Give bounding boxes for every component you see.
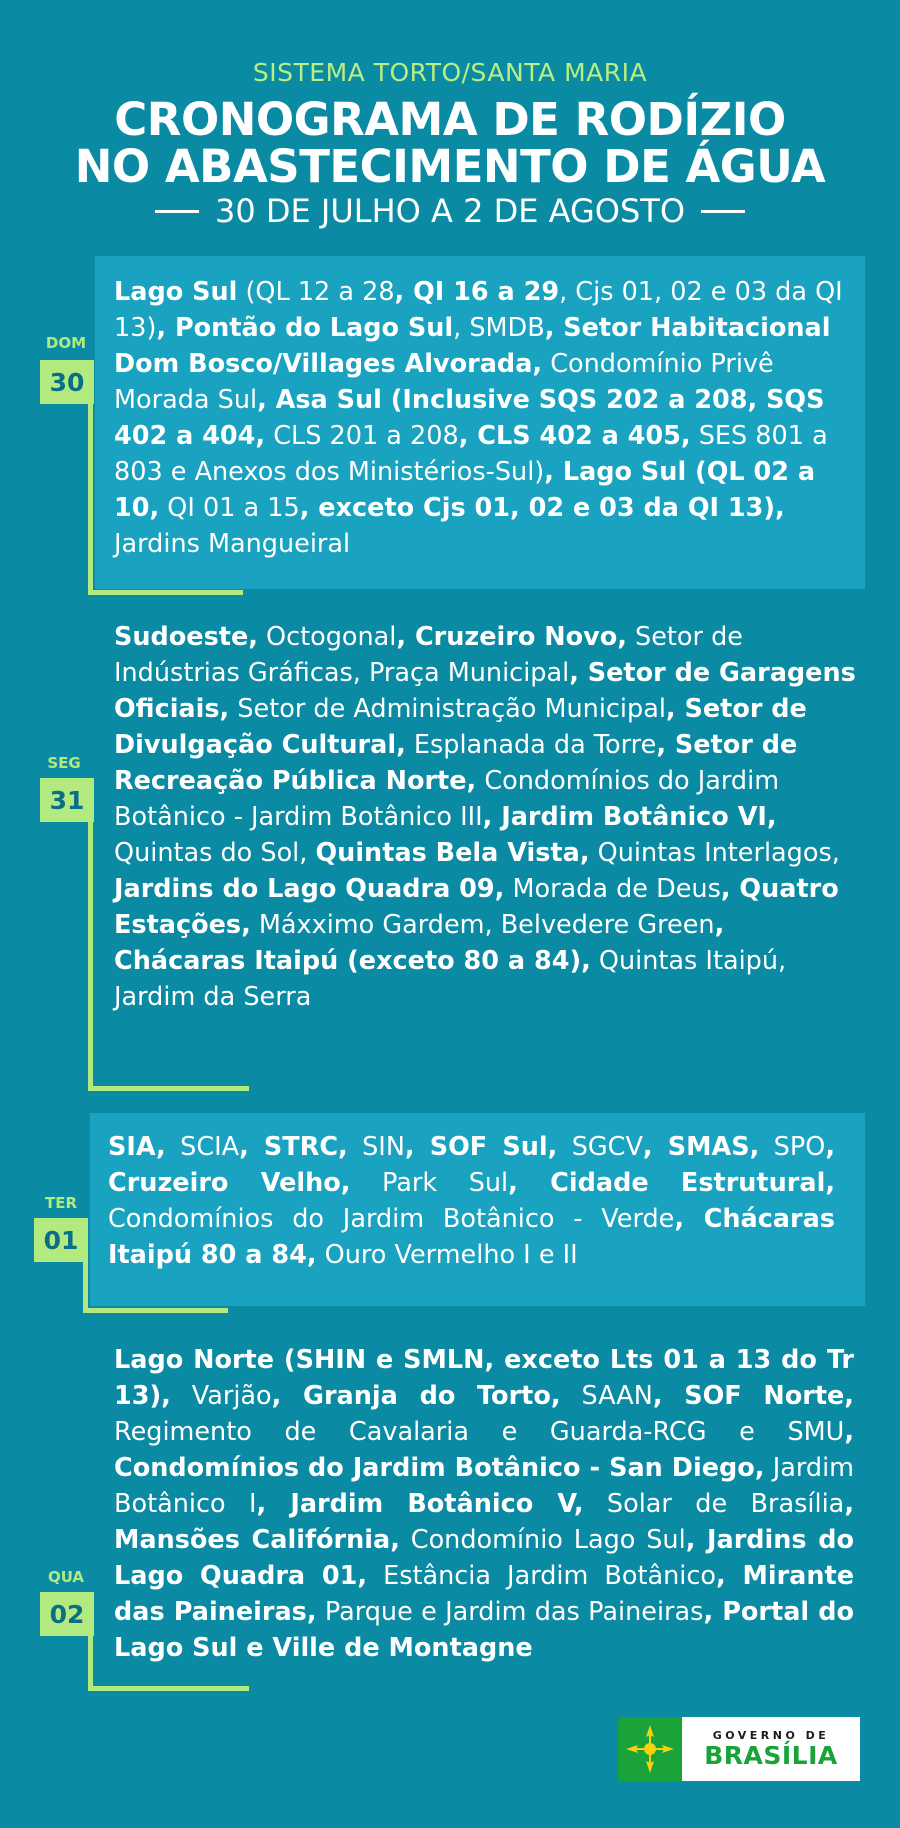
day-number-ter: 01 xyxy=(34,1218,88,1262)
location-text: Jardim Botânico I xyxy=(114,1453,854,1519)
location-text: CLS 201 a 208 xyxy=(265,421,459,451)
location-highlight: , Setor de Divulgação Cultural, xyxy=(114,694,807,760)
location-text: Condomínio Lago Sul xyxy=(399,1525,686,1555)
location-highlight: , Portal do Lago Sul e Ville de Montagne xyxy=(114,1597,855,1663)
location-highlight: SIA, xyxy=(108,1132,166,1162)
governo-brasilia-logo xyxy=(618,1717,860,1781)
location-text: SGCV xyxy=(557,1132,643,1162)
location-text: Morada de Deus xyxy=(504,874,721,904)
title-line-2: NO ABASTECIMENTO DE ÁGUA xyxy=(74,140,826,193)
location-text: , Cjs 01, 02 e 03 da QI 13) xyxy=(114,277,843,343)
logo-line-1: GOVERNO DE xyxy=(712,1728,830,1742)
location-highlight: , Granja do Torto, xyxy=(271,1381,561,1411)
location-highlight: , Condomínios do Jardim Botânico - San Diego, xyxy=(114,1417,854,1483)
location-text: Condomínios do Jardim Botânico - Verde xyxy=(108,1204,675,1234)
location-text: Regimento de Cavalaria e Guarda-RCG e SMU xyxy=(114,1417,845,1447)
day-number-qua: 02 xyxy=(40,1592,94,1636)
location-text: SES 801 a 803 e Anexos dos Ministérios-Sul) xyxy=(114,421,828,487)
location-text: Varjão xyxy=(170,1381,272,1411)
location-text: Condomínios do Jardim Botânico - Jardim Botânico III xyxy=(114,766,780,832)
location-highlight: , STRC, xyxy=(239,1132,348,1162)
location-highlight: , Mirante das Paineiras, xyxy=(114,1561,854,1627)
location-text: Parque e Jardim das Paineiras xyxy=(316,1597,704,1627)
logo-text xyxy=(682,1717,860,1781)
location-highlight: , Cruzeiro Novo, xyxy=(396,622,627,652)
location-highlight: , CLS 402 a 405, xyxy=(458,421,691,451)
location-text: Estância Jardim Botânico xyxy=(367,1561,716,1591)
location-text: SCIA xyxy=(165,1132,240,1162)
location-highlight: , Jardim Botânico V, xyxy=(256,1489,584,1519)
location-highlight: Lago Sul xyxy=(114,277,238,307)
location-highlight: , SMAS, xyxy=(642,1132,760,1162)
date-range-row xyxy=(0,192,900,230)
location-text: SAAN xyxy=(560,1381,653,1411)
location-highlight: , Jardins do Lago Quadra 01, xyxy=(114,1525,855,1591)
page-title xyxy=(0,93,900,193)
location-highlight: , Asa Sul (Inclusive SQS 202 a 208, SQS 402 a 404, xyxy=(114,385,825,451)
location-highlight: , Setor Habitacional Dom Bosco/Villages Alvorada, xyxy=(114,313,831,379)
day-text-ter xyxy=(108,1129,835,1273)
day-text-qua xyxy=(114,1342,854,1666)
location-text: Octogonal xyxy=(257,622,397,652)
location-text: (QL 12 a 28 xyxy=(237,277,395,307)
weekday-label-dom: DOM xyxy=(45,334,87,352)
location-highlight: , Cidade Estrutural, xyxy=(508,1168,836,1198)
location-text: QI 01 a 15 xyxy=(159,493,300,523)
location-text: Esplanada da Torre xyxy=(405,730,657,760)
location-highlight: , Quatro Estações, xyxy=(114,874,839,940)
location-highlight: , Jardim Botânico VI, xyxy=(482,802,777,832)
weekday-label-ter: TER xyxy=(44,1194,78,1212)
location-text: Park Sul xyxy=(350,1168,509,1198)
location-text: Máxximo Gardem, Belvedere Green xyxy=(250,910,715,940)
location-text: , SMDB xyxy=(453,313,545,343)
location-highlight: Jardins do Lago Quadra 09, xyxy=(114,874,505,904)
location-highlight: , Mansões Califórnia, xyxy=(114,1489,854,1555)
location-highlight: , Cruzeiro Velho, xyxy=(108,1132,835,1198)
location-text: Ouro Vermelho I e II xyxy=(316,1240,578,1270)
day-number-dom: 30 xyxy=(40,360,94,404)
location-highlight: , Pontão do Lago Sul xyxy=(156,313,454,343)
location-highlight: , SOF Sul, xyxy=(404,1132,558,1162)
left-dash xyxy=(155,210,199,213)
location-highlight: , Setor de Garagens Oficiais, xyxy=(114,658,856,724)
location-text: Condomínio Privê Morada Sul xyxy=(114,349,774,415)
location-highlight: , Setor de Recreação Pública Norte, xyxy=(114,730,798,796)
weekday-label-qua: QUA xyxy=(47,1568,85,1586)
day-text-dom xyxy=(114,274,854,562)
location-highlight: Sudoeste, xyxy=(114,622,258,652)
right-dash xyxy=(701,210,745,213)
location-highlight: , QI 16 a 29 xyxy=(394,277,560,307)
system-subtitle: SISTEMA TORTO/SANTA MARIA xyxy=(252,58,648,87)
day-text-seg xyxy=(114,619,859,1015)
location-highlight: , Chácaras Itaipú (exceto 80 a 84), xyxy=(114,910,725,976)
day-number-seg: 31 xyxy=(40,778,94,822)
location-text: SPO xyxy=(759,1132,826,1162)
location-text: SIN xyxy=(347,1132,405,1162)
location-highlight: , exceto Cjs 01, 02 e 03 da QI 13), xyxy=(299,493,785,523)
location-highlight: , SOF Norte, xyxy=(652,1381,854,1411)
location-text: Quintas Interlagos, xyxy=(589,838,840,868)
date-range: 30 DE JULHO A 2 DE AGOSTO xyxy=(214,192,685,230)
weekday-label-seg: SEG xyxy=(47,754,81,772)
location-text: Setor de Indústrias Gráficas, Praça Municipal xyxy=(114,622,743,688)
location-highlight: , Chácaras Itaipú 80 a 84, xyxy=(108,1204,835,1270)
location-text: Quintas do Sol, xyxy=(114,838,316,868)
location-highlight: Quintas Bela Vista, xyxy=(315,838,590,868)
location-text: Solar de Brasília xyxy=(583,1489,845,1519)
location-highlight: , Lago Sul (QL 02 a 10, xyxy=(114,457,816,523)
location-text: Quintas Itaipú, Jardim da Serra xyxy=(114,946,787,1012)
location-highlight: Lago Norte (SHIN e SMLN, exceto Lts 01 a 13 do Tr 13), xyxy=(114,1345,854,1411)
logo-line-2: BRASÍLIA xyxy=(704,1740,838,1770)
brasilia-flag-icon xyxy=(618,1717,682,1781)
location-text: Jardins Mangueiral xyxy=(114,529,351,559)
location-text: Setor de Administração Municipal xyxy=(229,694,666,724)
title-line-1: CRONOGRAMA DE RODÍZIO xyxy=(114,93,786,146)
